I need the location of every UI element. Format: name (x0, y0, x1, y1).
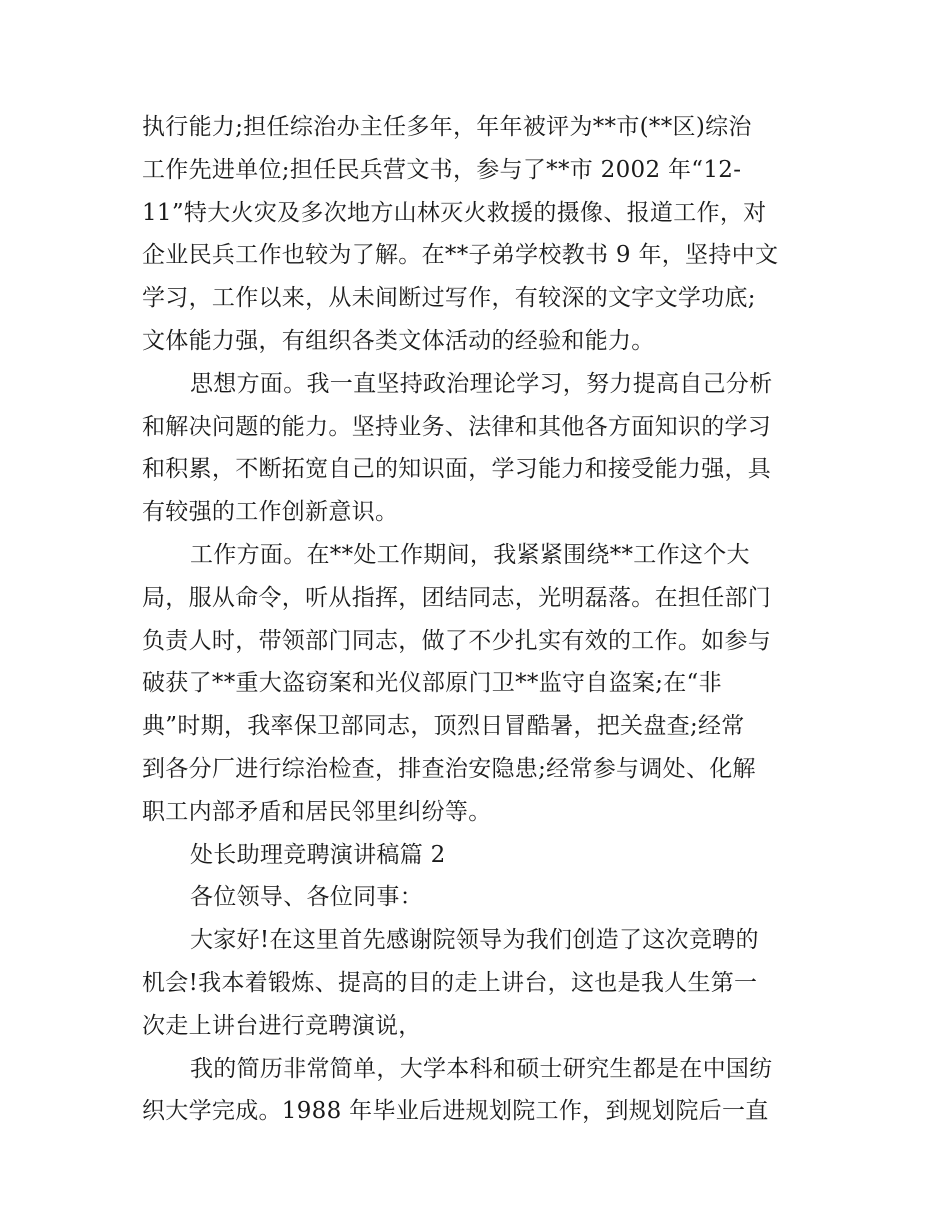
text-line: 和积累，不断拓宽自己的知识面，学习能力和接受能力强，具 (142, 456, 772, 483)
text-line: 有较强的工作创新意识。 (142, 499, 399, 526)
text-line: 到各分厂进行综治检查，排查治安隐患;经常参与调处、化解 (142, 755, 756, 782)
text-line: 学习，工作以来，从未间断过写作，有较深的文字文学功底; (142, 285, 756, 312)
text-line: 执行能力;担任综治办主任多年，年年被评为**市(**区)综治 (142, 114, 752, 140)
paragraph-first-line: 思想方面。我一直坚持政治理论学习，努力提高自己分析 (190, 370, 773, 397)
text-line: 和解决问题的能力。坚持业务、法律和其他各方面知识的学习 (142, 413, 772, 440)
paragraph-first-line: 大家好!在这里首先感谢院领导为我们创造了这次竞聘的 (190, 927, 759, 954)
text-line: 负责人时，带领部门同志，做了不少扎实有效的工作。如参与 (142, 627, 772, 654)
paragraph-first-line: 各位领导、各位同事： (190, 884, 423, 911)
text-line: 局，服从命令，听从指挥，团结同志，光明磊落。在担任部门 (142, 584, 772, 611)
text-line: 职工内部矛盾和居民邻里纠纷等。 (142, 798, 492, 825)
text-line: 典”时期，我率保卫部同志，顶烈日冒酷暑，把关盘查;经常 (142, 713, 745, 740)
text-line: 企业民兵工作也较为了解。在**子弟学校教书 9 年，坚持中文 (142, 242, 779, 269)
document-body (142, 106, 814, 1133)
text-line: 破获了**重大盗窃案和光仪部原门卫**监守自盗案;在“非 (142, 670, 722, 697)
text-line: 机会!我本着锻炼、提高的目的走上讲台，这也是我人生第一 (142, 969, 758, 996)
text-line: 次走上讲台进行竞聘演说， (142, 1012, 422, 1039)
text-line: 文体能力强，有组织各类文体活动的经验和能力。 (142, 327, 655, 354)
text-line: 织大学完成。1988 年毕业后进规划院工作，到规划院后一直 (142, 1098, 769, 1125)
paragraph-first-line: 处长助理竞聘演讲稿篇 2 (190, 841, 446, 868)
text-line: 工作先进单位;担任民兵营文书，参与了**市 2002 年“12- (142, 156, 742, 183)
paragraph-first-line: 工作方面。在**处工作期间，我紧紧围绕**工作这个大 (190, 541, 750, 568)
text-line: 11”特大火灾及多次地方山林灭火救援的摄像、报道工作，对 (142, 199, 767, 226)
paragraph-first-line: 我的简历非常简单，大学本科和硕士研究生都是在中国纺 (190, 1055, 773, 1082)
